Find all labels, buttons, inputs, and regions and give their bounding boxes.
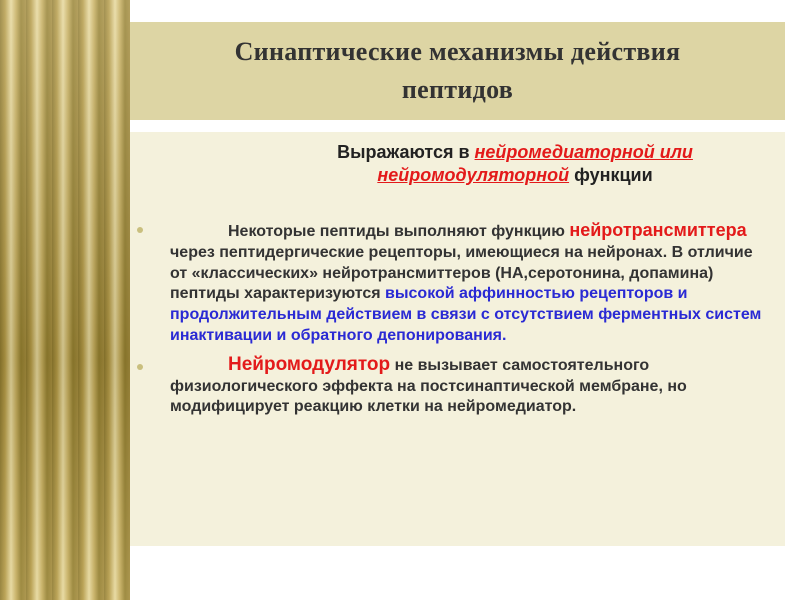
bullet-1-text: через пептидергические рецепторы, имеющиеся на нейронах. В отличие от «классических» нейротрансмиттеров (НА,серотонина, допамина) пептиды характеризуются (170, 243, 753, 303)
bullet-dot-icon (137, 227, 143, 233)
title-line-1: Синаптические механизмы действия (234, 37, 681, 66)
bullet-item-neurotransmitter (130, 220, 785, 347)
intro-text (270, 141, 760, 187)
content-panel (130, 132, 785, 546)
bullet-2-highlight: Нейромодулятор (228, 353, 391, 375)
bullet-text (170, 355, 770, 418)
neuromediator-link[interactable]: нейромедиаторной или (474, 142, 693, 162)
bullet-1-highlight: нейротрансмиттера (569, 220, 747, 240)
bullet-text (170, 220, 770, 347)
bullet-dot-icon (137, 364, 143, 370)
title-banner (130, 22, 785, 120)
title-line-2: пептидов (401, 75, 514, 104)
bullet-1-pre: Некоторые пептиды выполняют функцию (228, 223, 570, 240)
bullet-2-text: не вызывает самостоятельного физиологического эффекта на постсинаптической мембране, но модифицирует реакцию клетки на нейромедиатор. (170, 356, 687, 416)
neuromodulator-link[interactable]: нейромодуляторной (377, 165, 570, 185)
bullet-list (130, 220, 785, 418)
intro-part-1: Выражаются в (337, 142, 475, 162)
slide-title (235, 33, 681, 109)
bullet-item-neuromodulator (130, 355, 785, 418)
curtain-decoration (0, 0, 130, 600)
bullet-1-blue-text: высокой аффинностью рецепторов и продолжительным действием в связи с отсутствием ферментных систем инактивации и обратного депонирования. (170, 285, 762, 344)
intro-part-2: функции (569, 165, 653, 185)
